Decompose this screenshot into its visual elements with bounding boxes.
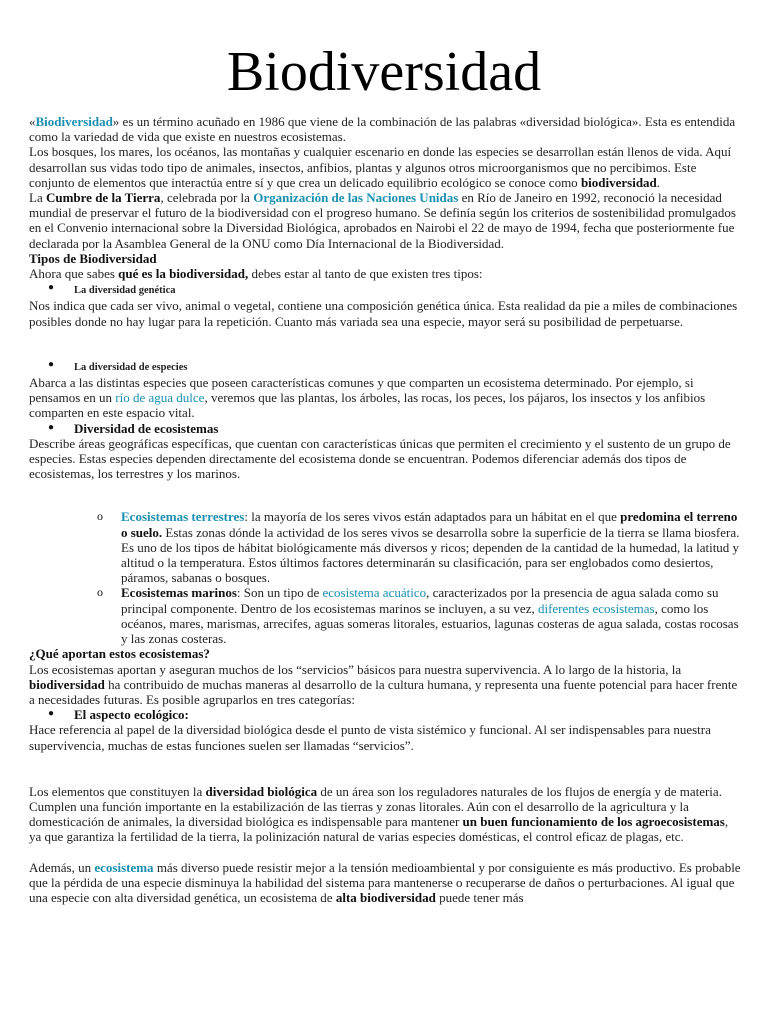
- tipos-intro: Ahora que sabes qué es la biodiversidad, debes estar al tanto de que existen tres tipos:: [29, 266, 483, 282]
- bullet-aspecto-ecologico: ● El aspecto ecológico:: [48, 707, 189, 723]
- ecosistema-link[interactable]: ecosistema: [94, 859, 154, 875]
- bullet-dot-icon: ●: [48, 421, 55, 433]
- ecosistemas-paragraph: Describe áreas geográficas específicas, que cuentan con características únicas que permiten el crecimiento y el sustento de un grupo de especies. Estas especies dependen directamente del ecosistema donde se encuentran. Podemos diferenciar además dos tipos de ecosistemas, los terrestres y los marinos.: [29, 435, 731, 482]
- sub-bullet-icon: o: [97, 509, 103, 524]
- ecologico-paragraph: Hace referencia al papel de la diversidad biológica desde el punto de vista sistémico y funcional. Al ser indispensables para nuestra supervivencia, muchas de estas funciones suelen ser llamadas “servicios”.: [29, 722, 711, 753]
- sub-item-terrestres: o Ecosistemas terrestres: la mayoría de los seres vivos están adaptados para un hábitat en el que predomina el terreno o suelo. Estas zonas dónde la actividad de los seres vivos se desarrolla sobre la superficie de la tierra se llama biosfera. Es uno de los tipos de hábitat biológicamente más diversos y ricos; dependen de la cantidad de la humedad, la latitud y altitud o la temperatura. Estos últimos factores determinarán su clasificación, para ser englobados como desiertos, páramos, sabanas o bosques.: [97, 509, 740, 586]
- bullet-diversidad-genetica: ● La diversidad genética: [48, 282, 176, 297]
- bullet-dot-icon: ●: [48, 358, 55, 370]
- sub-bullet-icon: o: [97, 585, 103, 600]
- document-body: [29, 114, 743, 905]
- onu-link[interactable]: Organización de las Naciones Unidas: [253, 190, 459, 206]
- genetica-paragraph: Nos indica que cada ser vivo, animal o vegetal, contiene una composición genética única. Esta realidad da pie a miles de combinaciones posibles donde no hay lugar para la repetición. Cuanto más variada sea una especie, mayor será su posibilidad de perpetuarse.: [29, 298, 738, 329]
- sub-item-marinos: o Ecosistemas marinos: Son un tipo de ecosistema acuático, caracterizados por la presencia de agua salada como su principal componente. Dentro de los ecosistemas marinos se incluyen, a su vez, diferentes ecosistemas, como los océanos, mares, marismas, arrecifes, aguas someras litorales, estuarios, lagunas costeras de agua salada, costas rocosas y las zonas costeras.: [97, 585, 739, 647]
- ecosistema-acuatico-link[interactable]: ecosistema acuático: [322, 585, 427, 601]
- especies-paragraph: Abarca a las distintas especies que poseen características comunes y que comparten un ecosistema determinado. Por ejemplo, si pensamos en un río de agua dulce, veremos que las plantas, los árboles, las rocas, los peces, los pájaros, los insectos y los anfibios comparten en este espacio vital.: [29, 375, 706, 421]
- tipos-heading: Tipos de Biodiversidad: [29, 250, 157, 266]
- bullet-dot-icon: ●: [48, 708, 55, 720]
- ecosistemas-terrestres-link[interactable]: Ecosistemas terrestres: [121, 509, 245, 525]
- paragraph-3: La Cumbre de la Tierra, celebrada por la Organización de las Naciones Unidas en Río de Janeiro en 1992, reconoció la necesidad mundial de preservar el futuro de la biodiversidad con el progreso humano. Se definía según los criterios de sostenibilidad promulgados en el Convenio internacional sobre la Diversidad Biológica, aprobados en Nairobi el 22 de mayo de 1994, fecha que posteriormente fue declarada por la Asamblea General de la ONU como Día Internacional de la Biodiversidad.: [29, 190, 736, 251]
- bullet-diversidad-ecosistemas: ● Diversidad de ecosistemas: [48, 420, 219, 436]
- page-title: Biodiversidad: [226, 41, 542, 103]
- paragraph-2: Los bosques, los mares, los océanos, las montañas y cualquier escenario en donde las especies se desarrollan están llenos de vida. Aquí desarrollan sus vidas todo tipo de animales, insectos, anfibios, plantas y algunos otros microorganismos que no percibimos. Este conjunto de elementos que interactúa entre sí y que crea un delicado equilibrio ecológico se conoce como biodiversidad.: [29, 144, 732, 190]
- elementos-paragraph: Los elementos que constituyen la diversidad biológica de un área son los reguladores naturales de los flujos de energía y de materia. Cumplen una función importante en la estabilización de las tierras y zonas litorales. Aún con el desarrollo de la agricultura y la domesticación de animales, la diversidad biológica es indispensable para mantener un buen funcionamiento de los agroecosistemas, ya que garantiza la fertilidad de la tierra, la polinización natural de varias especies domésticas, el control eficaz de plagas, etc.: [29, 783, 729, 845]
- aportan-paragraph: Los ecosistemas aportan y aseguran muchos de los “servicios” básicos para nuestra supervivencia. A lo largo de la historia, la biodiversidad ha contribuido de muchas maneras al desarrollo de la cultura humana, y representa una fuente potencial para hacer frente a necesidades futuras. Es posible agruparlos en tres categorías:: [29, 661, 738, 707]
- intro-paragraph: «Biodiversidad» es un término acuñado en 1986 que viene de la combinación de las palabras «diversidad biológica». Esta es entendida como la variedad de vida que existe en nuestros ecosistemas.: [29, 114, 736, 145]
- bullet-diversidad-especies: ● La diversidad de especies: [48, 358, 188, 373]
- bullet-dot-icon: ●: [48, 282, 55, 294]
- biodiversidad-link[interactable]: Biodiversidad: [35, 114, 113, 129]
- rio-agua-dulce-link[interactable]: río de agua dulce: [115, 390, 205, 406]
- diferentes-ecosistemas-link[interactable]: diferentes ecosistemas: [537, 600, 655, 616]
- aportan-heading: ¿Qué aportan estos ecosistemas?: [29, 646, 210, 662]
- ademas-paragraph: Además, un ecosistema más diverso puede resistir mejor a la tensión medioambiental y por consiguiente es más productivo. Es probable que la pérdida de una especie disminuya la habilidad del sistema para mantenerse o recuperarse de daños o perturbaciones. Al igual que una especie con alta diversidad genética, un ecosistema de alta biodiversidad puede tener más: [29, 859, 741, 905]
